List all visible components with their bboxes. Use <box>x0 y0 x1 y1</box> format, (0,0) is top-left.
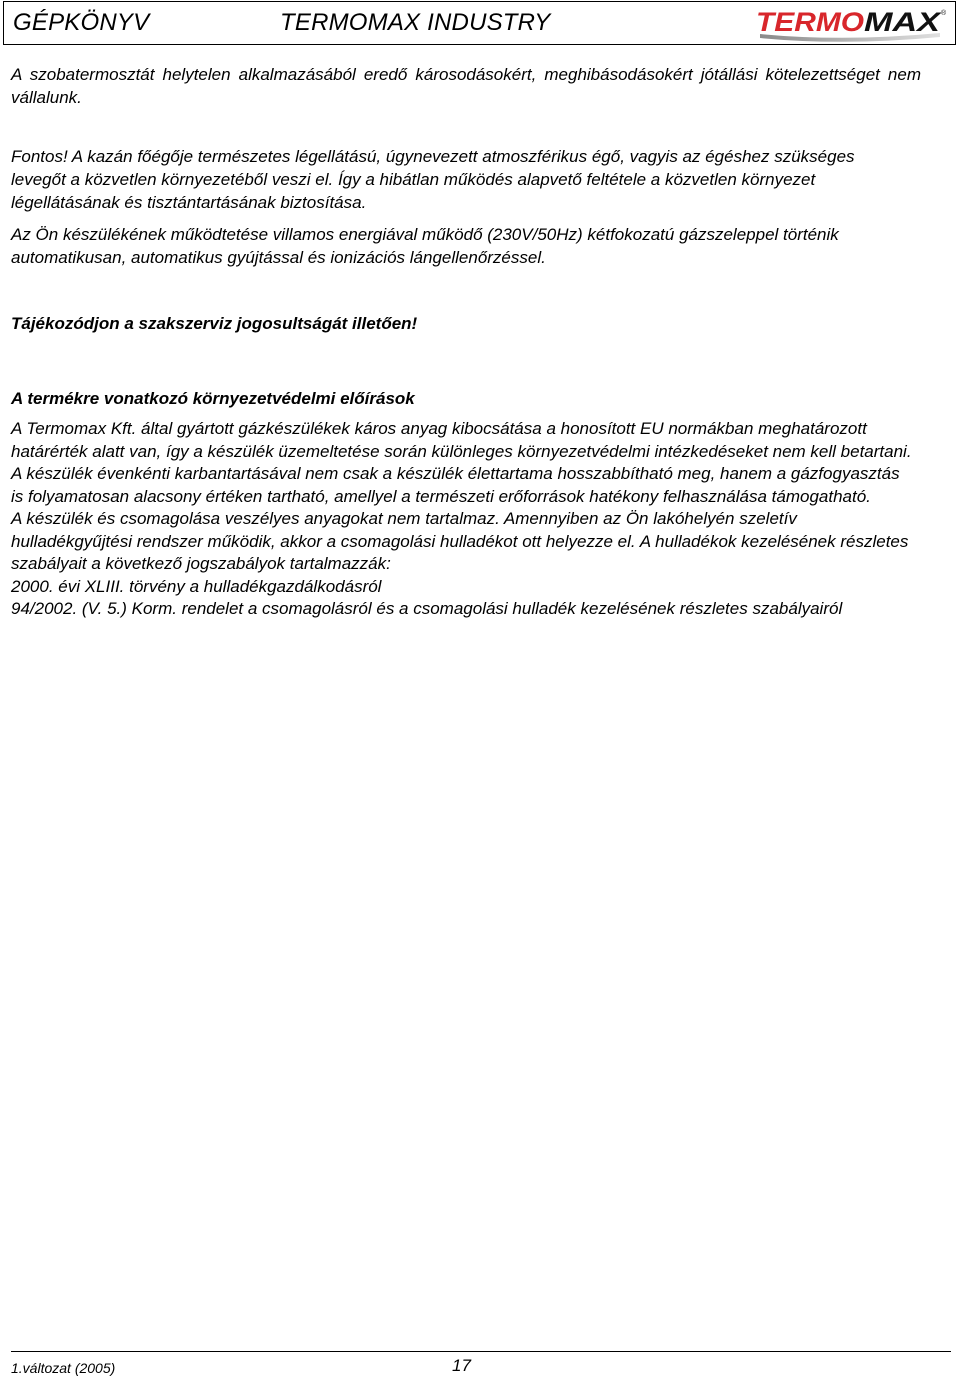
footer-divider <box>11 1351 951 1352</box>
burner-notice-text: A kazán főégője természetes légellátású, úgynevezett atmoszférikus égő, vagyis az égéshez szükséges levegőt a közvetlen környezetéből veszi el. Így a hibátlan működés alapvető feltétele a közvetlen környezet légellátásának és tisztántartásának biztosítása. <box>11 147 855 212</box>
burner-notice-paragraph <box>11 145 911 214</box>
svg-text:MAX: MAX <box>864 7 943 37</box>
important-label: Fontos! <box>11 147 68 166</box>
packaging-paragraph: A készülék és csomagolása veszélyes anyagokat nem tartalmaz. Amennyiben az Ön lakóhelyén szeletív hulladékgyűjtési rendszer működik, akkor a csomagolási hulladékot ott helyezze el. A hulladékok kezelésének részletes szabályait a következő jogszabályok tartalmazzák: <box>11 509 909 573</box>
environmental-heading: A termékre vonatkozó környezetvédelmi előírások <box>11 389 415 408</box>
service-notice: Tájékozódjon a szakszerviz jogosultságát illetően! <box>11 314 418 333</box>
manual-title: GÉPKÖNYV <box>13 9 150 36</box>
operation-paragraph: Az Ön készülékének működtetése villamos energiával működő (230V/50Hz) kétfokozatú gázszeleppel történik automatikusan, automatikus gyújtással és ionizációs lángellenőrzéssel. <box>11 225 839 267</box>
svg-text:TERMO: TERMO <box>756 7 864 37</box>
warranty-paragraph: A szobatermosztát helytelen alkalmazásából eredő károsodásokért, meghibásodásokért jótállási kötelezettséget nem vállalunk. <box>11 65 921 107</box>
svg-text:®: ® <box>941 10 947 17</box>
environmental-section <box>11 418 916 621</box>
termomax-logo <box>754 6 950 42</box>
company-title: TERMOMAX INDUSTRY <box>280 9 551 36</box>
emission-paragraph: A Termomax Kft. által gyártott gázkészülékek káros anyag kibocsátása a honosított EU normákban meghatározott határérték alatt van, így a készülék üzemeltetése során különleges környezetvédelmi intézkedéseket nem kell betartani. <box>11 419 912 461</box>
law-reference-1: 2000. évi XLIII. törvény a hulladékgazdálkodásról <box>11 576 382 596</box>
page-number: 17 <box>452 1356 471 1375</box>
page-header <box>3 1 956 45</box>
maintenance-paragraph: A készülék évenkénti karbantartásával nem csak a készülék élettartama hosszabbítható meg, hanem a gázfogyasztás is folyamatosan alacsony értéken tartható, amellyel a természeti erőforrások hatékony felhasználása támogatható. <box>11 464 900 506</box>
version-label: 1.változat (2005) <box>11 1360 116 1376</box>
law-reference-2: 94/2002. (V. 5.) Korm. rendelet a csomagolásról és a csomagolási hulladék kezelésének részletes szabályairól <box>11 599 843 618</box>
